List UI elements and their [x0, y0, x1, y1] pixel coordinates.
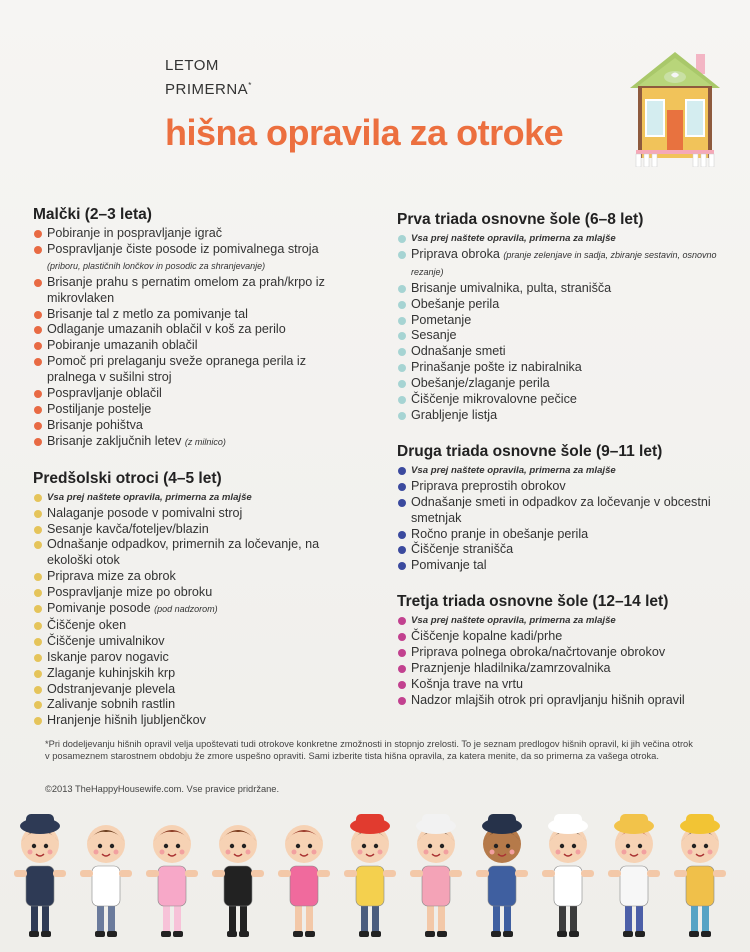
list-predsolski	[33, 490, 333, 730]
kid-ballerina	[146, 825, 198, 937]
item-text: Odnašanje odpadkov, primernih za ločevanje, na ekološki otok	[47, 537, 320, 568]
bullet-icon	[398, 546, 406, 554]
list-item	[397, 542, 717, 558]
item-text: Čiščenje oken	[47, 617, 127, 632]
item-text: Grabljenje listja	[411, 407, 498, 422]
bullet-icon	[34, 390, 42, 398]
bullet-icon	[398, 396, 406, 404]
bullet-icon	[34, 573, 42, 581]
kid-police	[476, 814, 528, 937]
page-title: hišna opravila za otroke	[165, 112, 564, 153]
item-text: Pometanje	[411, 312, 472, 327]
list-prva	[397, 231, 717, 424]
kid-doctor	[80, 825, 132, 937]
item-text: Brisanje zaključnih letev	[47, 433, 182, 448]
bullet-icon	[34, 279, 42, 287]
bullet-icon	[398, 235, 406, 243]
bullet-icon	[398, 301, 406, 309]
bullet-icon	[34, 541, 42, 549]
bullet-icon	[398, 251, 406, 259]
list-item	[397, 677, 717, 693]
item-note: (z milnico)	[184, 436, 226, 447]
list-item-lead	[397, 463, 717, 479]
list-item	[33, 354, 333, 386]
kid-chef	[542, 814, 594, 937]
item-text: Pomoč pri prelaganju sveže opranega perila iz pralnega v sušilni stroj	[47, 354, 307, 385]
list-item	[33, 226, 333, 242]
list-item	[33, 666, 333, 682]
item-text: Pospravljanje mize po obroku	[47, 585, 213, 600]
item-text: Čiščenje kopalne kadi/prhe	[411, 629, 563, 644]
list-item	[33, 522, 333, 538]
header-subtitle	[165, 56, 252, 100]
list-item	[397, 392, 717, 408]
item-text: Hranjenje hišnih ljubljenčkov	[47, 713, 206, 728]
item-text: Čiščenje umivalnikov	[47, 633, 165, 648]
item-text: Odlaganje umazanih oblačil v koš za perilo	[47, 322, 286, 337]
kid-builder	[674, 814, 726, 937]
bullet-icon	[398, 412, 406, 420]
bullet-icon	[34, 622, 42, 630]
item-text: Brisanje pohištva	[47, 417, 143, 432]
kid-pilot	[14, 814, 66, 937]
list-item	[33, 585, 333, 601]
bullet-icon	[34, 230, 42, 238]
list-item	[33, 275, 333, 307]
item-text: Čiščenje mikrovalovne pečice	[411, 392, 577, 407]
item-text: Obešanje perila	[411, 296, 500, 311]
item-text: Nadzor mlajših otrok pri opravljanju hišnih opravil	[411, 692, 685, 707]
list-item	[397, 247, 717, 281]
left-column	[33, 205, 333, 729]
header-line2: PRIMERNA	[165, 81, 249, 98]
list-item	[33, 634, 333, 650]
footnote: *Pri dodeljevanju hišnih opravil velja upoštevati tudi otrokove konkretne zmožnosti in stopnjo zrelosti. To je seznam predlogov hišnih opravil, ki jih večina otrok v posameznem starostnem obdobju že zmore uspešno opraviti. Sami izberite tista hišna opravila, za katera menite, da so primerna za vašega otroka.	[45, 739, 693, 761]
item-note: (pranje zelenjave in sadja, zbiranje sestavin, osnovno rezanje)	[411, 249, 717, 277]
item-text: Pomivanje posode	[47, 601, 151, 616]
item-text: Prinašanje pošte iz nabiralnika	[411, 360, 582, 375]
header-line1: LETOM	[165, 57, 219, 74]
item-text: Odstranjevanje plevela	[47, 681, 176, 696]
section-title-prva: Prva triada osnovne šole (6–8 let)	[397, 211, 644, 228]
item-text: Pobiranje in pospravljanje igrač	[47, 226, 223, 240]
list-item	[33, 697, 333, 713]
list-item	[397, 479, 717, 495]
list-item	[397, 376, 717, 392]
list-item	[33, 506, 333, 522]
item-text: Pospravljanje oblačil	[47, 386, 162, 401]
bullet-icon	[398, 633, 406, 641]
item-text: Čiščenje stranišča	[411, 542, 514, 557]
section-title-tretja: Tretja triada osnovne šole (12–14 let)	[397, 593, 669, 611]
list-malcki	[33, 226, 333, 451]
item-text: Obešanje/zlaganje perila	[411, 376, 550, 391]
list-item	[397, 645, 717, 661]
list-item	[397, 297, 717, 313]
bullet-icon	[398, 467, 406, 475]
item-text: Pospravljanje čiste posode iz pomivalnega stroja	[47, 241, 319, 256]
list-item	[397, 313, 717, 329]
list-item	[397, 629, 717, 645]
list-item-lead	[397, 231, 717, 247]
bullet-icon	[398, 317, 406, 325]
list-item	[397, 344, 717, 360]
bullet-icon	[398, 649, 406, 657]
item-text: Priprava mize za obrok	[47, 569, 176, 584]
bullet-icon	[398, 531, 406, 539]
list-item	[33, 402, 333, 418]
list-item	[397, 328, 717, 344]
bullet-icon	[34, 717, 42, 725]
bullet-icon	[398, 681, 406, 689]
item-text: Priprava polnega obroka/načrtovanje obrokov	[411, 645, 666, 660]
bullet-icon	[398, 562, 406, 570]
bullet-icon	[34, 510, 42, 518]
list-item	[33, 713, 333, 729]
bullet-icon	[34, 246, 42, 254]
header-star: *	[248, 81, 252, 90]
bullet-icon	[398, 380, 406, 388]
list-tretja	[397, 613, 717, 708]
item-text: Zalivanje sobnih rastlin	[47, 697, 176, 712]
bullet-icon	[398, 617, 406, 625]
bullet-icon	[398, 332, 406, 340]
bullet-icon	[34, 358, 42, 366]
list-item	[397, 527, 717, 543]
bullet-icon	[34, 326, 42, 334]
item-note: (pod nadzorom)	[154, 604, 218, 615]
item-text: Postiljanje postelje	[47, 401, 152, 416]
bullet-icon	[34, 605, 42, 613]
item-text: Zlaganje kuhinjskih krp	[47, 665, 176, 680]
kid-conductor	[212, 825, 264, 937]
bullet-icon	[398, 499, 406, 507]
item-text: Pomivanje tal	[411, 558, 487, 573]
bullet-icon	[34, 701, 42, 709]
bullet-icon	[398, 665, 406, 673]
kids-illustration	[10, 808, 740, 943]
list-item	[33, 307, 333, 323]
item-text: Vsa prej naštete opravila, primerna za mlajše	[411, 233, 616, 244]
list-item	[33, 601, 333, 618]
bullet-icon	[34, 654, 42, 662]
list-item	[397, 408, 717, 424]
bullet-icon	[398, 697, 406, 705]
bullet-icon	[34, 342, 42, 350]
item-text: Priprava preprostih obrokov	[411, 478, 566, 493]
item-text: Odnašanje smeti in odpadkov za ločevanje v obcestni smetnjak	[411, 494, 711, 525]
bullet-icon	[34, 422, 42, 430]
list-druga	[397, 463, 717, 574]
item-text: Nalaganje posode v pomivalni stroj	[47, 505, 243, 520]
section-title-malcki: Malčki (2–3 leta)	[33, 206, 152, 223]
list-item	[397, 281, 717, 297]
kid-nurse	[410, 814, 462, 937]
item-text: Sesanje kavča/foteljev/blazin	[47, 521, 209, 536]
list-item	[33, 242, 333, 275]
bullet-icon	[398, 348, 406, 356]
list-item	[397, 693, 717, 709]
copyright: ©2013 TheHappyHousewife.com. Vse pravice pridržane.	[45, 784, 280, 794]
list-item-lead	[33, 490, 333, 506]
list-item	[33, 386, 333, 402]
list-item	[33, 418, 333, 434]
section-title-druga: Druga triada osnovne šole (9–11 let)	[397, 442, 663, 460]
bullet-icon	[34, 406, 42, 414]
bullet-icon	[34, 494, 42, 502]
item-text: Vsa prej naštete opravila, primerna za mlajše	[47, 491, 252, 503]
item-text: Brisanje tal z metlo za pomivanje tal	[47, 306, 248, 321]
bullet-icon	[398, 364, 406, 372]
list-item	[33, 618, 333, 634]
item-text: Praznjenje hladilnika/zamrzovalnika	[411, 660, 611, 675]
list-item	[397, 558, 717, 574]
item-text: Vsa prej naštete opravila, primerna za mlajše	[411, 464, 616, 476]
bullet-icon	[34, 526, 42, 534]
list-item	[33, 537, 333, 569]
bullet-icon	[34, 589, 42, 597]
item-text: Ročno pranje in obešanje perila	[411, 526, 589, 541]
list-item	[33, 434, 333, 451]
list-item	[33, 322, 333, 338]
list-item	[33, 650, 333, 666]
kid-firefighter	[344, 814, 396, 937]
item-text: Priprava obroka	[411, 246, 500, 261]
bullet-icon	[34, 311, 42, 319]
right-column	[397, 210, 717, 709]
header-line2-wrap	[165, 76, 252, 100]
list-item-lead	[397, 613, 717, 629]
list-item	[397, 661, 717, 677]
section-title-predsolski: Predšolski otroci (4–5 let)	[33, 469, 222, 487]
list-item	[397, 495, 717, 527]
item-text: Vsa prej naštete opravila, primerna za mlajše	[411, 615, 616, 627]
list-item	[33, 682, 333, 698]
item-text: Sesanje	[411, 328, 457, 343]
bullet-icon	[34, 638, 42, 646]
item-text: Odnašanje smeti	[411, 344, 506, 359]
list-item	[33, 569, 333, 585]
kid-girl	[278, 825, 330, 937]
item-text: Pobiranje umazanih oblačil	[47, 338, 198, 353]
item-text: Brisanje umivalnika, pulta, stranišča	[411, 280, 612, 295]
bullet-icon	[398, 483, 406, 491]
house-icon	[630, 52, 720, 167]
bullet-icon	[398, 285, 406, 293]
item-text: Brisanje prahu s pernatim omelom za prah/krpo iz mikrovlaken	[47, 274, 325, 305]
item-text: Iskanje parov nogavic	[47, 649, 169, 664]
item-text: Košnja trave na vrtu	[411, 676, 524, 691]
list-item	[397, 360, 717, 376]
bullet-icon	[34, 686, 42, 694]
list-item	[33, 338, 333, 354]
kid-girl-hat	[608, 814, 660, 937]
bullet-icon	[34, 670, 42, 678]
bullet-icon	[34, 438, 42, 446]
item-note: (priboru, plastičnih lončkov in posodic za shranjevanje)	[47, 260, 266, 271]
